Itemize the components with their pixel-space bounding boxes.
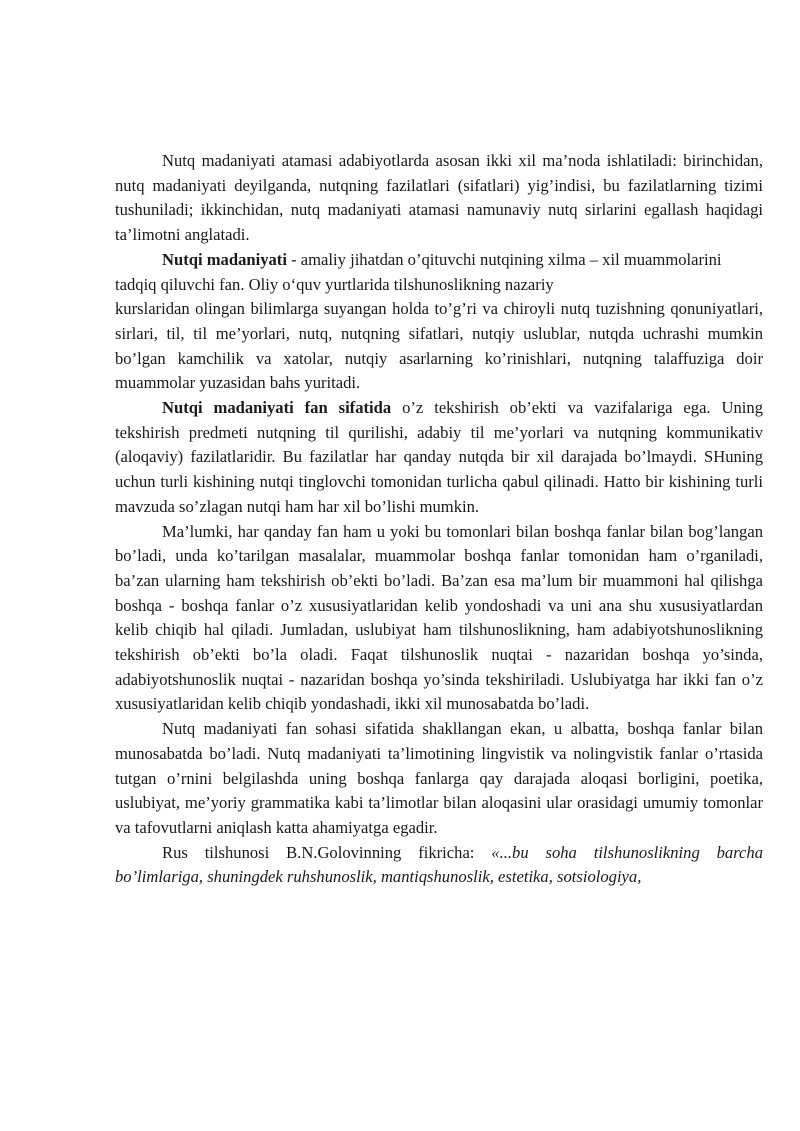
paragraph-6 [115,841,763,890]
paragraph-2-first-line [115,248,763,297]
paragraph-5 [115,717,763,841]
paragraph-2-line1-text: - amaliy jihatdan o’qituvchi nutqining xilma – xil muammolarini tadqiq qiluvchi fan. Oliy o‘quv yurtlarida tilshunoslikning nazariy [115,249,722,294]
golovin-quote: «...bu soha tilshunoslikning barcha bo’limlariga, shuningdek ruhshunoslik, mantiqshunoslik, estetika, sotsiologiya, [115,842,763,887]
paragraph-1 [115,149,763,248]
document-body [115,149,763,890]
paragraph-5-text: Nutq madaniyati fan sohasi sifatida shakllangan ekan, u albatta, boshqa fanlar bilan munosabatda bo’ladi. Nutq madaniyati ta’limotining lingvistik va nolingvistik fanlar o’rtasida tutgan o’rnini belgilashda uning boshqa fanlarga qay darajada aloqasi borligini, poetika, uslubiyat, me’yoriy grammatika kabi ta’limotlar bilan aloqasini ular orasidagi umumiy tomonlar va tafovutlarni aniqlash katta ahamiyatga egadir. [115,719,763,837]
term-fan-sifatida: Nutqi madaniyati fan sifatida [162,398,392,418]
paragraph-2-rest-text: kurslaridan olingan bilimlarga suyangan holda to’g’ri va chiroyli nutq tuzishning qonuniyatlari, sirlari, til, til me’yorlari, nutq, nutqning sifatlari, nutqiy uslublar, nutqda uchrashi mumkin bo’lgan kamchilik va xatolar, nutqiy asarlarning ko’rinishlari, nutqning talaffuziga doir muammolar yuzasidan bahs yuritadi. [115,299,763,393]
paragraph-1-text: Nutq madaniyati atamasi adabiyotlarda asosan ikki xil ma’noda ishlatiladi: birinchidan, nutq madaniyati deyilganda, nutqning fazilatlari (sifatlari) yig’indisi, bu fazilatlarning tizimi tushuniladi; ikkinchidan, nutq madaniyati atamasi namunaviy nutq sirlarini egallash haqidagi ta’limotni anglatadi. [115,151,763,245]
term-nutqi-madaniyati: Nutqi madaniyati [162,249,287,269]
paragraph-4 [115,520,763,718]
paragraph-6-text: Rus tilshunosi B.N.Golovinning fikricha: [162,842,492,862]
paragraph-3 [115,396,763,520]
paragraph-2-continuation [115,297,763,396]
paragraph-3-text: o’z tekshirish ob’ekti va vazifalariga ega. Uning tekshirish predmeti nutqning til qurilishi, adabiy til me’yorlari va nutqning kommunikativ (aloqaviy) fazilatlaridir. Bu fazilatlar har qanday nutqda bir xil darajada bo’lmaydi. SHuning uchun turli kishining nutqi tinglovchi tomonidan turlicha qabul qilinadi. Hatto bir kishining turli mavzuda so’zlagan nutqi ham har xil bo’lishi mumkin. [115,398,763,516]
paragraph-4-text: Ma’lumki, har qanday fan ham u yoki bu tomonlari bilan boshqa fanlar bilan bog’langan bo’ladi, unda ko’tarilgan masalalar, muammolar boshqa fanlar tomonidan ham o’rganiladi, ba’zan ularning ham tekshirish ob’ekti bo’ladi. Ba’zan esa ma’lum bir muammoni hal qilishga boshqa - boshqa fanlar o’z xususiyatlaridan kelib yondoshadi va uni ana shu xususiyatlardan kelib chiqib hal qiladi. Jumladan, uslubiyat ham tilshunoslikning, ham adabiyotshunoslikning tekshirish ob’ekti bo’la oladi. Faqat tilshunoslik nuqtai - nazaridan boshqa yo’sinda, adabiyotshunoslik nuqtai - nazaridan boshqa yo’sinda tekshiriladi. Uslubiyatga har ikki fan o’z xususiyatlaridan kelib chiqib yondashadi, ikki xil munosabatda bo’ladi. [115,521,763,714]
